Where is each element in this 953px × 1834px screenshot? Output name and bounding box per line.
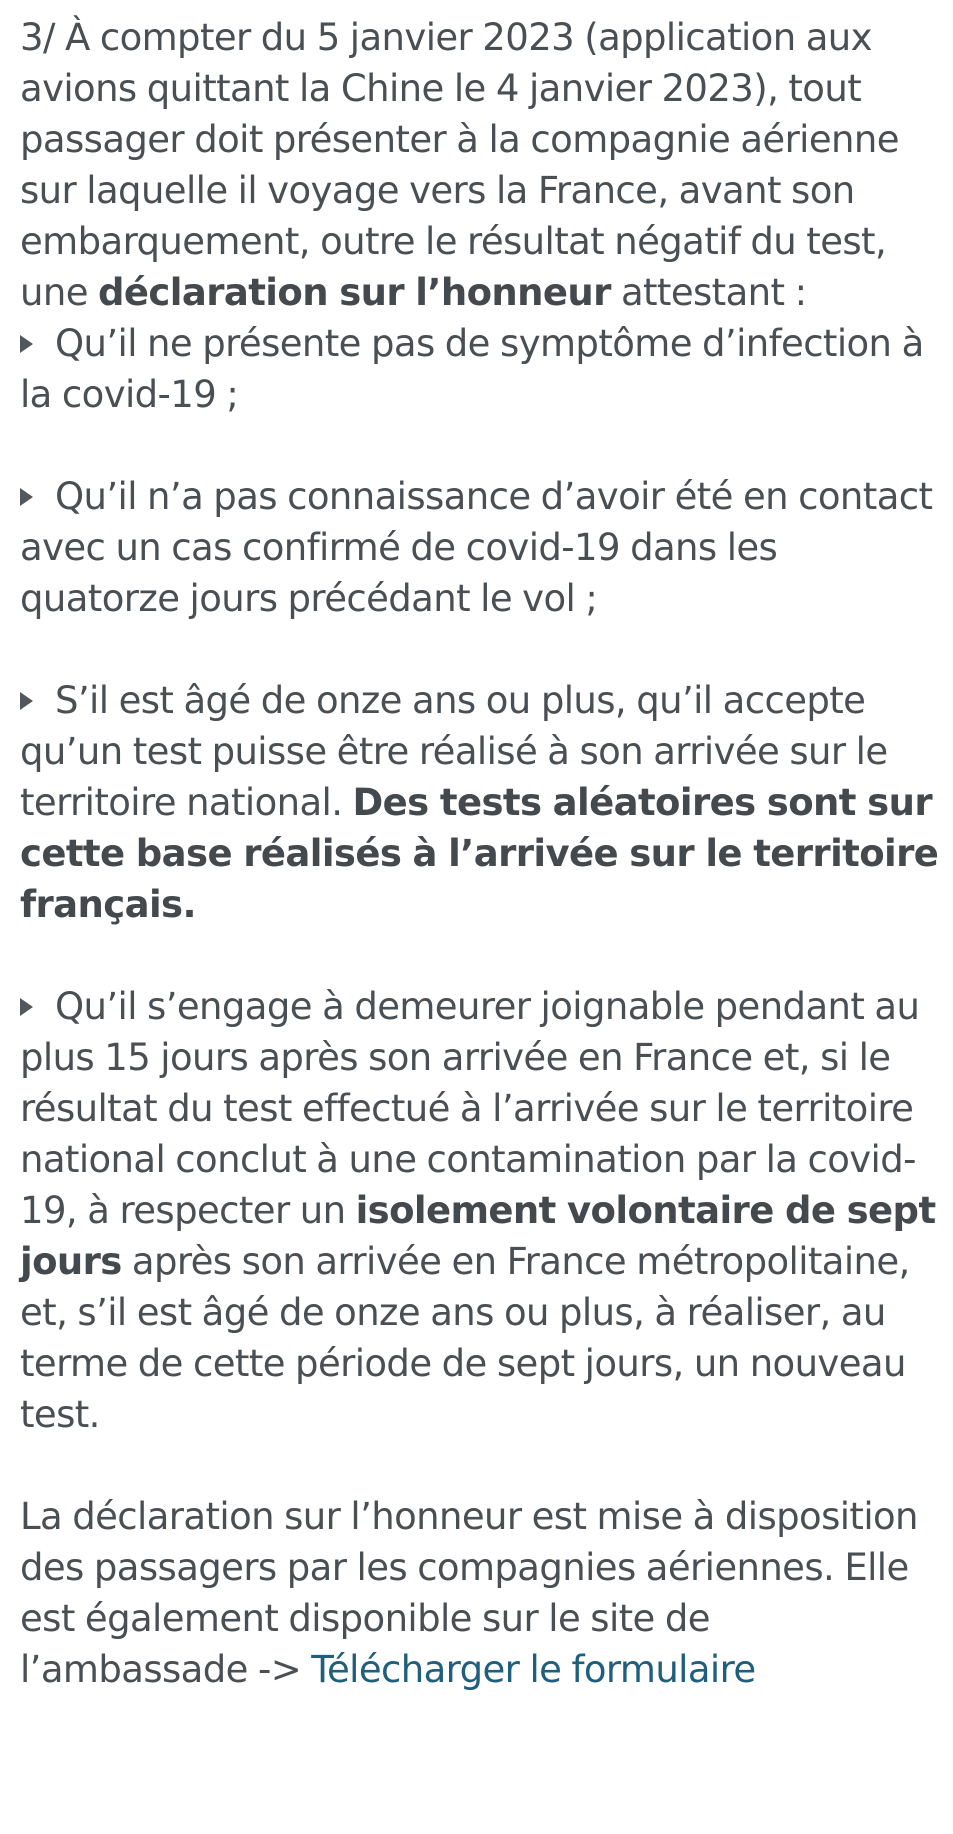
intro-after-text: attestant : xyxy=(610,271,807,314)
intro-paragraph xyxy=(20,12,944,318)
bullet-bold-text-3: Des tests aléatoires sont sur cette base réalisés à l’arrivée sur le territoire français. xyxy=(20,781,939,926)
download-form-link[interactable]: Télécharger le formulaire xyxy=(311,1648,756,1691)
bullet-item-1 xyxy=(20,318,944,420)
bullet-text-3: S’il est âgé de onze ans ou plus, qu’il accepte qu’un test puisse être réalisé à son arrivée sur le territoire national. xyxy=(20,679,888,824)
triangle-bullet-icon xyxy=(20,998,33,1016)
paragraph-gap xyxy=(20,420,944,471)
triangle-bullet-icon xyxy=(20,335,33,353)
article-body xyxy=(20,12,944,1695)
closing-paragraph xyxy=(20,1491,944,1695)
bullet-text-2: Qu’il n’a pas connaissance d’avoir été en contact avec un cas confirmé de covid-19 dans les quatorze jours précédant le vol ; xyxy=(20,475,933,620)
intro-text: 3/ À compter du 5 janvier 2023 (application aux avions quittant la Chine le 4 janvier 2023), tout passager doit présenter à la compagnie aérienne sur laquelle il voyage vers la France, avant son embarquement, outre le résultat négatif du test, une xyxy=(20,16,899,314)
bullet-item-4 xyxy=(20,981,944,1440)
bullet-item-3 xyxy=(20,675,944,930)
paragraph-gap xyxy=(20,930,944,981)
triangle-bullet-icon xyxy=(20,488,33,506)
intro-bold-text: déclaration sur l’honneur xyxy=(98,271,611,314)
paragraph-gap xyxy=(20,1440,944,1491)
paragraph-gap xyxy=(20,624,944,675)
triangle-bullet-icon xyxy=(20,692,33,710)
closing-text: La déclaration sur l’honneur est mise à disposition des passagers par les compagnies aériennes. Elle est également disponible sur le site de l’ambassade -> xyxy=(20,1495,918,1691)
bullet-text-4: Qu’il s’engage à demeurer joignable pendant au plus 15 jours après son arrivée en France et, si le résultat du test effectué à l’arrivée sur le territoire national conclut à une contamination par la covid-19, à respecter un xyxy=(20,985,920,1232)
bullet-item-2 xyxy=(20,471,944,624)
bullet-bold-text-4: isolement volontaire de sept jours xyxy=(20,1189,936,1283)
bullet-after-text-4: après son arrivée en France métropolitaine, et, s’il est âgé de onze ans ou plus, à réaliser, au terme de cette période de sept jours, un nouveau test. xyxy=(20,1240,910,1436)
bullet-text-1: Qu’il ne présente pas de symptôme d’infection à la covid-19 ; xyxy=(20,322,924,416)
